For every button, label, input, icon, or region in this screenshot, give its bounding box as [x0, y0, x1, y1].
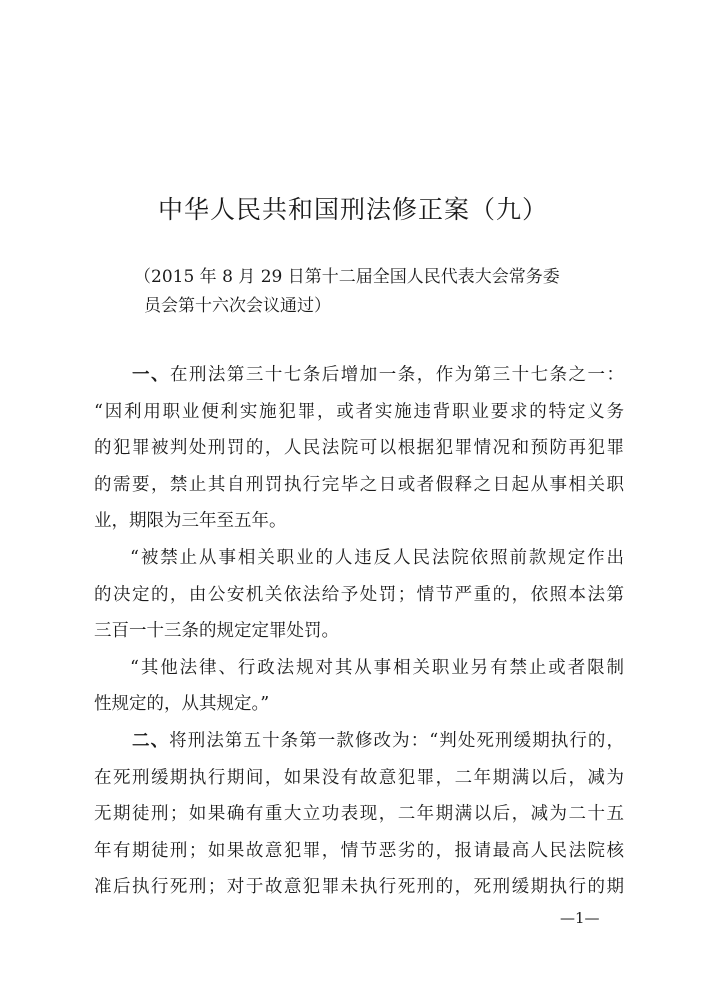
article-1-para-3-line: “其他法律、行政法规对其从事相关职业另有禁止或者限制	[130, 657, 624, 678]
article-1-para-2-line: “被禁止从事相关职业的人违反人民法院依照前款规定作出	[130, 547, 624, 568]
article-1-line: 业，期限为三年至五年。	[94, 511, 287, 532]
article-2-line: 在死刑缓期执行期间，如果没有故意犯罪，二年期满以后，减为	[94, 767, 624, 788]
article-2-text: 将刑法第五十条第一款修改为：“判处死刑缓期执行的，	[169, 730, 625, 751]
document-body	[94, 357, 624, 906]
article-2-line	[94, 723, 624, 760]
article-2-line: 无期徒刑；如果确有重大立功表现，二年期满以后，减为二十五	[94, 804, 624, 825]
article-1-para-2-line: 三百一十三条的规定定罪处罚。	[94, 621, 339, 642]
article-1-line: “因利用职业便利实施犯罪，或者实施违背职业要求的特定义务	[94, 401, 624, 422]
page-number: —1—	[560, 909, 600, 927]
article-1-line: 的犯罪被判处刑罚的，人民法院可以根据犯罪情况和预防再犯罪	[94, 438, 624, 459]
document-title: 中华人民共和国刑法修正案（九）	[157, 195, 548, 224]
article-1-line	[94, 357, 624, 394]
subtitle-line: （2015 年 8 月 29 日第十二届全国人民代表大会常务委	[134, 267, 560, 287]
article-1-para-3-line: 性规定的，从其规定。”	[94, 694, 270, 715]
article-2-line: 年有期徒刑；如果故意犯罪，情节恶劣的，报请最高人民法院核	[94, 840, 624, 861]
article-1-para-2-line: 的决定的，由公安机关依法给予处罚；情节严重的，依照本法第	[94, 584, 624, 605]
article-2-heading: 二、	[132, 730, 170, 751]
article-1-line: 的需要，禁止其自刑罚执行完毕之日或者假释之日起从事相关职	[94, 474, 624, 495]
subtitle-line: 员会第十六次会议通过）	[144, 296, 331, 316]
article-1-text: 在刑法第三十七条后增加一条，作为第三十七条之一：	[169, 365, 625, 385]
article-2-line: 准后执行死刑；对于故意犯罪未执行死刑的，死刑缓期执行的期	[94, 877, 624, 898]
document-subtitle	[134, 263, 604, 321]
article-1-heading: 一、	[132, 365, 170, 385]
